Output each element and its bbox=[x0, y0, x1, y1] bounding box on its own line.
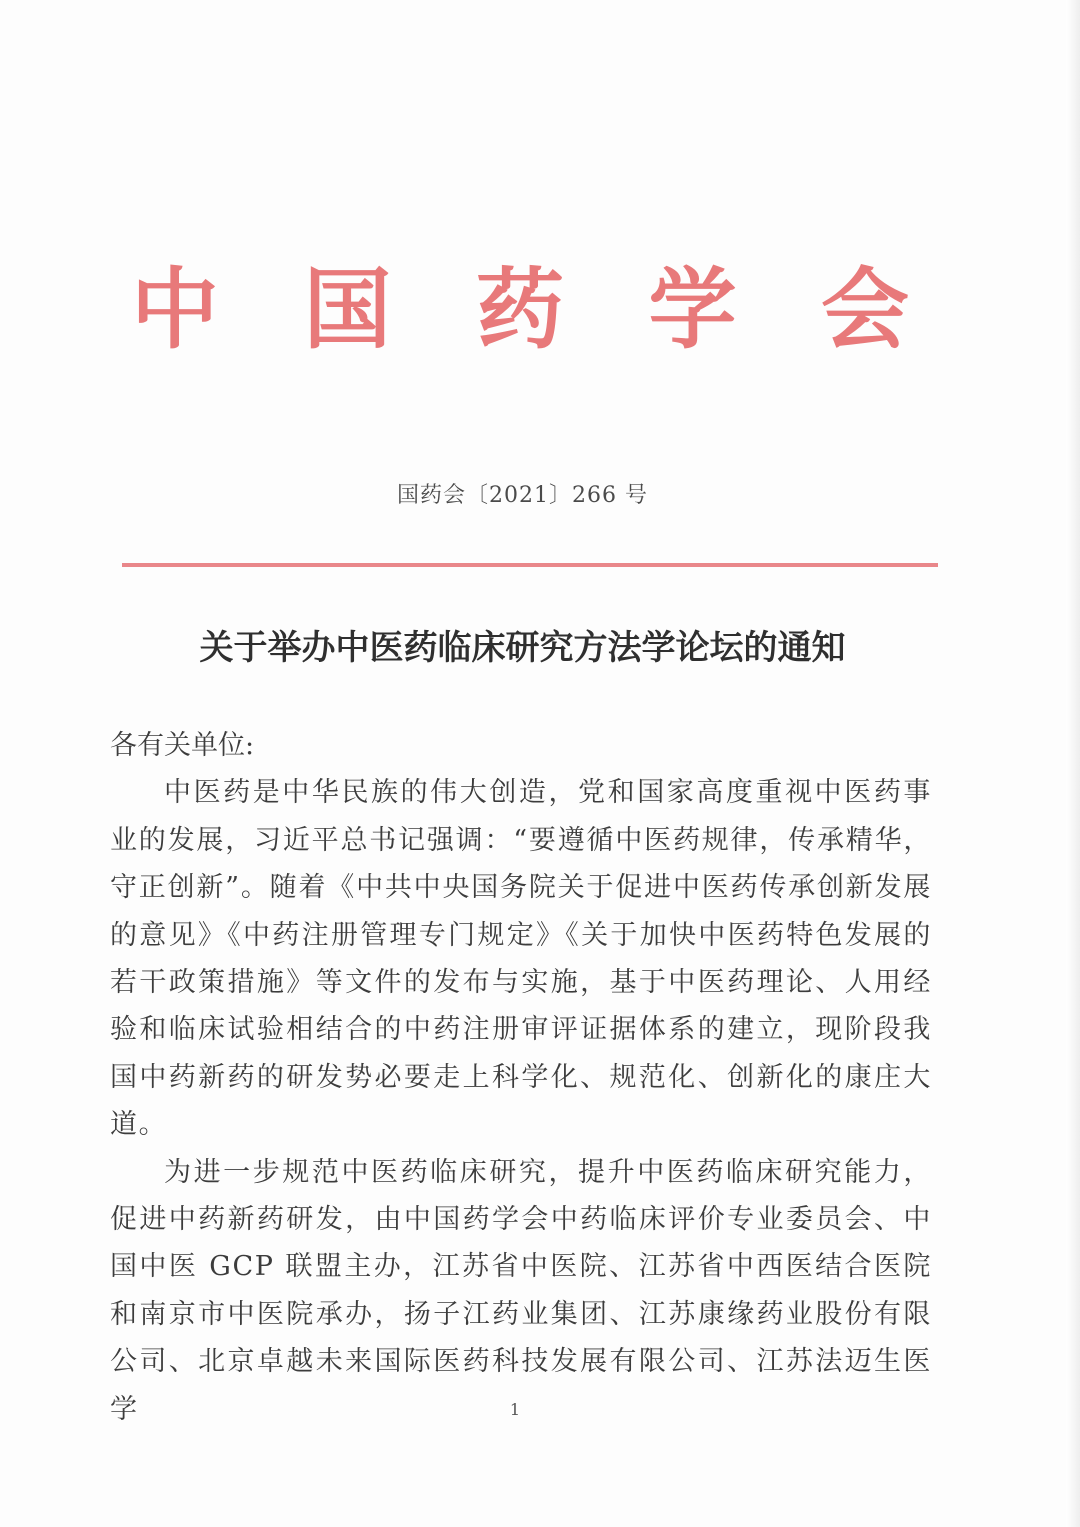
org-name-char: 学 bbox=[648, 258, 737, 361]
page-number: 1 bbox=[509, 1400, 521, 1419]
org-name-char: 中 bbox=[130, 258, 219, 361]
org-name-char: 会 bbox=[820, 258, 909, 361]
organization-header bbox=[110, 255, 930, 365]
page-edge-shadow bbox=[1066, 0, 1080, 1527]
header-divider bbox=[122, 563, 938, 567]
body-paragraph: 为进一步规范中医药临床研究，提升中医药临床研究能力，促进中药新药研发，由中国药学会中药临床评价专业委员会、中国中医 GCP 联盟主办，江苏省中医院、江苏省中西医结合医院和南京市中医院承办，扬子江药业集团、江苏康缘药业股份有限公司、北京卓越未来国际医药科技发展有限公司、江苏法迈生医学 bbox=[110, 1156, 932, 1425]
body-paragraph: 中医药是中华民族的伟大创造，党和国家高度重视中医药事业的发展，习近平总书记强调：“要遵循中医药规律，传承精华，守正创新”。随着《中共中央国务院关于促进中医药传承创新发展的意见》《中药注册管理专门规定》《关于加快中医药特色发展的若干政策措施》等文件的发布与实施，基于中医药理论、人用经验和临床试验相结合的中药注册审评证据体系的建立，现阶段我国中药新药的研发势必要走上科学化、规范化、创新化的康庄大道。 bbox=[110, 777, 932, 1141]
org-name-char: 国 bbox=[303, 258, 392, 361]
document-body bbox=[110, 722, 932, 1433]
salutation: 各有关单位: bbox=[110, 730, 255, 761]
document-number: 国药会〔2021〕266 号 bbox=[397, 483, 648, 508]
document-title: 关于举办中医药临床研究方法学论坛的通知 bbox=[199, 628, 846, 668]
org-name-char: 药 bbox=[475, 258, 564, 361]
